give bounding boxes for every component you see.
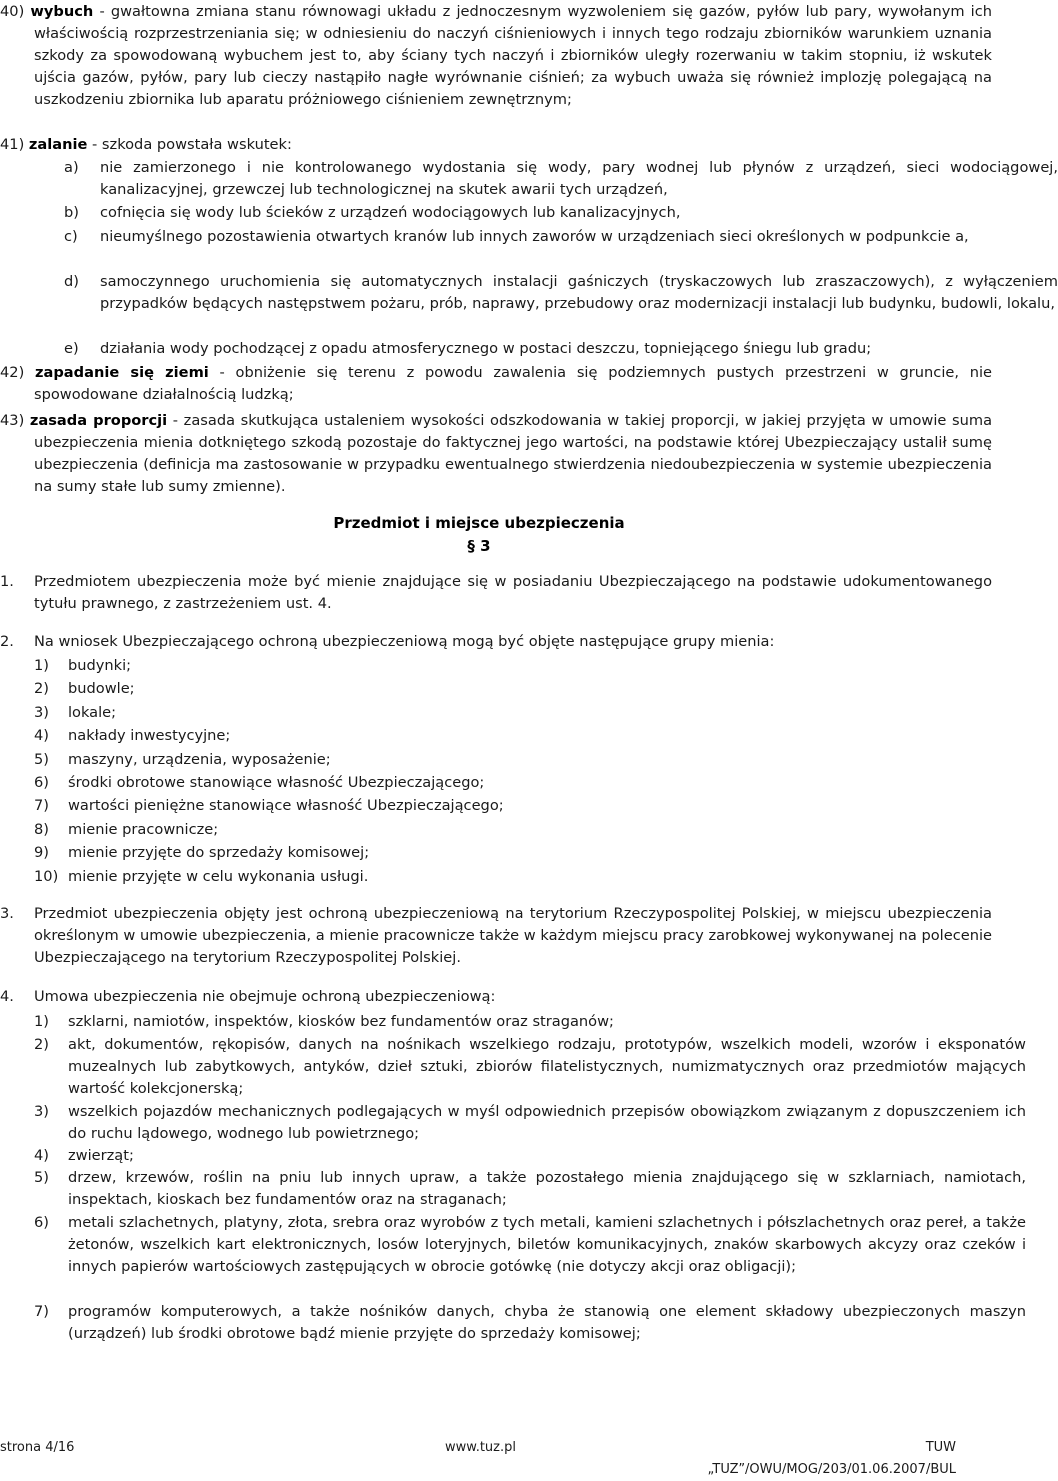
definition-term: wybuch (30, 3, 94, 20)
list-item: 7) wartości pieniężne stanowiące własność Ubezpieczającego; (34, 797, 504, 815)
property-groups-list (0, 654, 958, 888)
list-item: 1) budynki; (34, 657, 132, 674)
section-title: Przedmiot i miejsce ubezpieczenia (333, 514, 625, 532)
definition-41 (0, 134, 992, 156)
list-item: 5) drzew, krzewów, roślin na pniu lub innych upraw, a także pozostałego mienia znajdującego się w szklarniach, namiotach, inspektach, kioskach bez fundamentów oraz na straganach; (34, 1169, 1026, 1208)
definition-text: - zasada skutkująca ustaleniem wysokości odszkodowania w takiej proporcji, w jakiej przyjęta w umowie suma ubezpieczenia mienia dotkniętego szkodą pozostaje do faktycznej jego wartości, na podstawie której Ubezpieczający ustalił sumę ubezpieczenia (definicja ma zastosowanie w przypadku ewentualnego stwierdzenia niedoubezpieczenia w systemie ubezpieczenia na sumy stałe lub sumy zmienne). (34, 412, 993, 495)
definition-text: - szkoda powstała wskutek: (87, 136, 292, 153)
definition-text: - gwałtowna zmiana stanu równowagi układu z jednoczesnym wyzwoleniem się gazów, pyłów lub pary, wywołanym ich właściwością rozprzestrzeniania się; w odniesieniu do naczyń ciśnieniowych i innych tego rodzaju zbiorników warunkiem uznania szkody za spowodowaną wybuchem jest to, aby ściany tych naczyń i zbiorników uległy rozerwaniu w takim stopniu, iż wskutek ujścia gazów, pyłów, pary lub cieczy nastąpiło nagłe wyrównanie ciśnień; za wybuch uważa się również implozję polegającą na uszkodzeniu zbiornika lub aparatu próżniowego ciśnieniem zewnętrznym; (34, 3, 993, 108)
footer-page-number: strona 4/16 (0, 1440, 75, 1455)
definition-42 (0, 362, 992, 406)
definition-term: zasada proporcji (29, 412, 168, 429)
list-item: 2) akt, dokumentów, rękopisów, danych na nośnikach wszelkiego rodzaju, prototypów, wszelkich modeli, wzorów i eksponatów muzealnych lub zabytkowych, antyków, dzieł sztuki, zbiorów filatelistycznych, numizmatycznych oraz przedmiotów mających wartość kolekcjonerską; (34, 1036, 1026, 1097)
list-item: a) nie zamierzonego i nie kontrolowanego wydostania się wody, pary wodnej lub płynów z urządzeń, sieci wodociągowej, kanalizacyjnej, grzewczej lub technologicznej na skutek awarii tych urządzeń, (64, 159, 1058, 198)
definition-43 (0, 410, 992, 498)
list-item: b) cofnięcia się wody lub ścieków z urządzeń wodociągowych lub kanalizacyjnych, (64, 204, 681, 221)
footer-document-code: TUW „TUZ”/OWU/MOG/203/01.06.2007/BUL (707, 1440, 956, 1477)
list-item: 6) środki obrotowe stanowiące własność Ubezpieczającego; (34, 774, 485, 792)
list-item: d) samoczynnego uruchomienia się automatycznych instalacji gaśniczych (tryskaczowych lub zraszaczowych), z wyłączeniem przypadków będących następstwem pożaru, prób, naprawy, przebudowy oraz modernizacji instalacji lub budynku, budowli, lokalu, (64, 273, 1058, 312)
definition-40 (0, 1, 992, 111)
list-item: 3) wszelkich pojazdów mechanicznych podlegających w myśl odpowiednich przepisów obowiązkom związanym z dopuszczeniem ich do ruchu lądowego, wodnego lub powietrznego; (34, 1103, 1026, 1142)
definition-term: zapadanie się ziemi (35, 364, 209, 381)
list-item: 4) nakłady inwestycyjne; (34, 727, 231, 745)
paragraph-4: 4. Umowa ubezpieczenia nie obejmuje ochroną ubezpieczeniową: (0, 988, 496, 1005)
list-item: 10) mienie przyjęte w celu wykonania usługi. (34, 867, 369, 885)
section-number: § 3 (467, 537, 491, 555)
definition-number: 40) (0, 3, 25, 20)
list-item: 8) mienie pracownicze; (34, 820, 219, 838)
definition-number: 42) (0, 364, 25, 381)
paragraph-3: 3. Przedmiot ubezpieczenia objęty jest ochroną ubezpieczeniową na terytorium Rzeczypospolitej Polskiej, w miejscu ubezpieczenia określonym w umowie ubezpieczenia, a mienie pracownicze także w każdym miejscu pracy zarobkowej wykonywanej na polecenie Ubezpieczającego na terytorium Rzeczypospolitej Polskiej. (0, 905, 992, 966)
definition-number: 43) (0, 412, 25, 429)
footer-website-link[interactable]: www.tuz.pl (445, 1440, 516, 1455)
list-item: 6) metali szlachetnych, platyny, złota, srebra oraz wyrobów z tych metali, kamieni szlachetnych i półszlachetnych oraz pereł, a także żetonów, wszelkich kart elektronicznych, losów loteryjnych, biletów komunikacyjnych, znaków skarbowych akcyzy oraz czeków i innych papierów wartościowych zastępujących w obrocie gotówkę (nie dotyczy akcji oraz obligacji); (34, 1214, 1026, 1275)
list-item: e) działania wody pochodzącej z opadu atmosferycznego w postaci deszczu, topniejącego śniegu lub gradu; (64, 340, 872, 357)
list-item: 2) budowle; (34, 680, 135, 698)
list-item: 9) mienie przyjęte do sprzedaży komisowej; (34, 844, 370, 862)
list-item: 7) programów komputerowych, a także nośników danych, chyba że stanowią one element składowy ubezpieczonych maszyn (urządzeń) lub środki obrotowe bądź mienie przyjęte do sprzedaży komisowej; (34, 1303, 1026, 1342)
definition-term: zalanie (28, 136, 88, 153)
list-item: 5) maszyny, urządzenia, wyposażenie; (34, 750, 331, 768)
definition-number: 41) (0, 136, 25, 153)
list-item: 3) lokale; (34, 703, 117, 721)
list-item: c) nieumyślnego pozostawienia otwartych kranów lub innych zaworów w urządzeniach sieci określonych w podpunkcie a, (64, 228, 969, 245)
definition-text: - obniżenie się terenu z powodu zawalenia się podziemnych pustych przestrzeni w gruncie, nie spowodowane działalnością ludzką; (34, 364, 993, 403)
paragraph-2: 2. Na wniosek Ubezpieczającego ochroną ubezpieczeniową mogą być objęte następujące grupy mienia: (0, 633, 775, 650)
list-item: 1) szklarni, namiotów, inspektów, kiosków bez fundamentów oraz straganów; (34, 1013, 614, 1030)
paragraph-1: 1. Przedmiotem ubezpieczenia może być mienie znajdujące się w posiadaniu Ubezpieczającego na podstawie udokumentowanego tytułu prawnego, z zastrzeżeniem ust. 4. (0, 573, 992, 612)
list-item: 4) zwierząt; (34, 1147, 134, 1164)
